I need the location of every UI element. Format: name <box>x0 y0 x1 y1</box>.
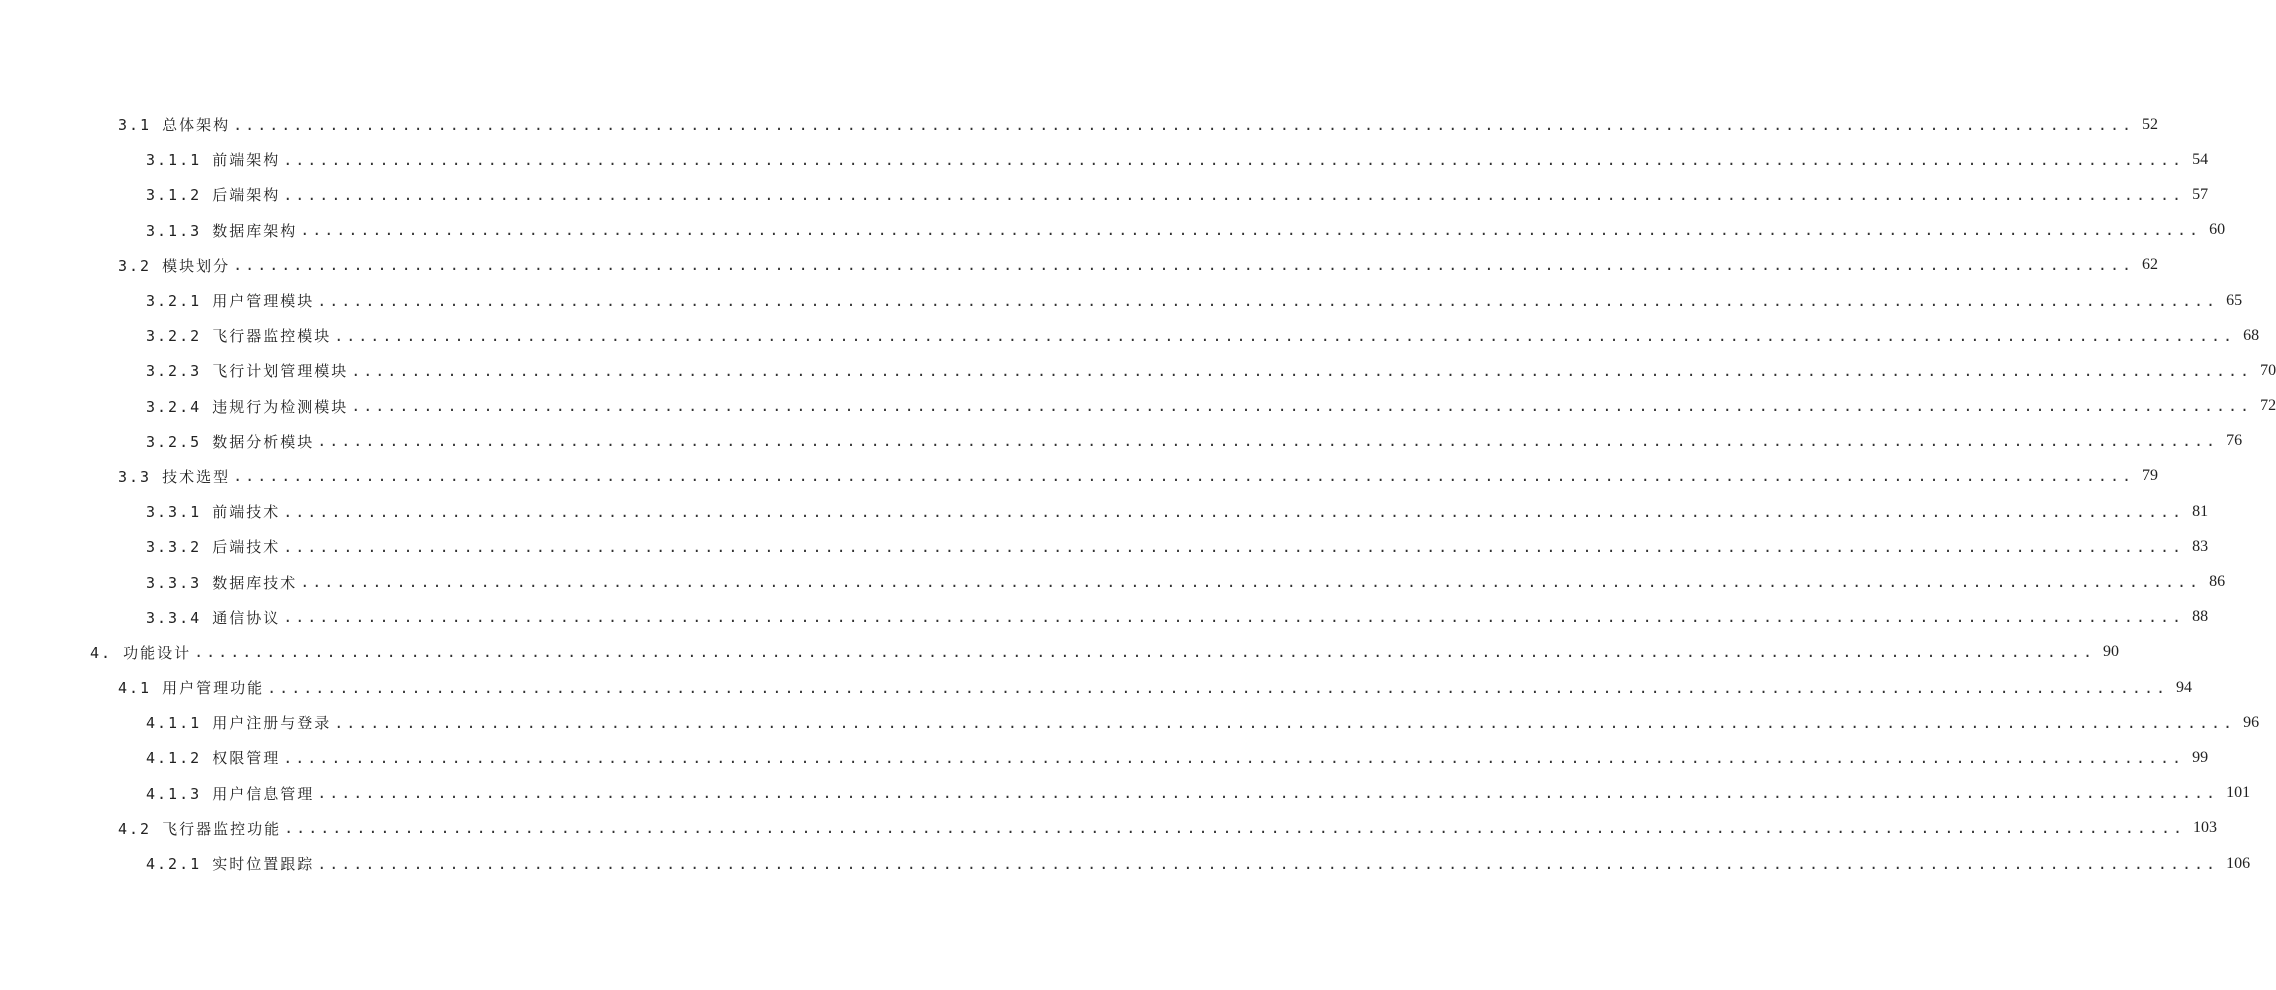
toc-entry-text: 数据库技术 <box>212 573 298 592</box>
toc-entry[interactable] <box>0 353 2276 388</box>
toc-entry-number: 3.1.3 <box>146 221 202 240</box>
toc-entry-text: 前端架构 <box>212 151 281 170</box>
toc-entry[interactable] <box>0 142 2209 177</box>
toc-entry-title <box>146 325 334 346</box>
toc-page-number: 101 <box>2226 784 2251 802</box>
toc-entry-title <box>146 853 317 874</box>
toc-entry-title <box>146 783 317 804</box>
dot-leader <box>300 221 2201 239</box>
dot-leader <box>283 186 2184 204</box>
toc-entry-text: 用户管理模块 <box>212 292 315 311</box>
toc-entry[interactable] <box>0 564 2226 599</box>
toc-entry[interactable] <box>0 740 2209 775</box>
toc-entry-text: 通信协议 <box>212 608 281 627</box>
toc-page-number: 83 <box>2192 537 2209 555</box>
toc-page-number: 65 <box>2226 291 2243 309</box>
toc-entry-title <box>146 184 283 205</box>
toc-entry-title <box>146 290 317 311</box>
toc-entry[interactable] <box>0 776 2251 811</box>
dot-leader <box>283 608 2184 626</box>
toc-entry-number: 4.1.2 <box>146 749 202 768</box>
toc-entry-number: 4.1.1 <box>146 714 202 733</box>
dot-leader <box>284 819 2185 837</box>
toc-entry[interactable] <box>0 494 2209 529</box>
toc-entry-text: 前端技术 <box>212 503 281 522</box>
toc-entry-number: 3.2.2 <box>146 327 202 346</box>
toc-entry-title <box>146 712 334 733</box>
table-of-contents <box>0 107 2276 881</box>
toc-entry-text: 后端技术 <box>212 538 281 557</box>
toc-entry-text: 数据分析模块 <box>212 432 315 451</box>
dot-leader <box>283 538 2184 556</box>
toc-entry-number: 3.2.4 <box>146 397 202 416</box>
toc-entry-title <box>118 466 233 487</box>
toc-entry-title <box>146 149 283 170</box>
toc-entry-title <box>146 501 283 522</box>
toc-entry-title <box>146 360 351 381</box>
toc-entry-text: 数据库架构 <box>212 221 298 240</box>
dot-leader <box>283 749 2184 767</box>
toc-entry-number: 4.1 <box>118 679 152 698</box>
toc-entry-number: 3.3.2 <box>146 538 202 557</box>
toc-entry-text: 飞行计划管理模块 <box>212 362 349 381</box>
toc-entry-text: 飞行器监控功能 <box>162 819 282 838</box>
toc-entry[interactable] <box>0 705 2260 740</box>
toc-page-number: 90 <box>2102 643 2119 661</box>
toc-page-number: 88 <box>2192 608 2209 626</box>
toc-entry-number: 4.1.3 <box>146 784 202 803</box>
toc-entry-title <box>146 396 351 417</box>
dot-leader <box>351 362 2252 380</box>
toc-page-number: 96 <box>2243 713 2260 731</box>
toc-page-number: 57 <box>2192 185 2209 203</box>
toc-entry[interactable] <box>0 248 2159 283</box>
toc-page-number: 54 <box>2192 150 2209 168</box>
toc-entry-number: 3.2.5 <box>146 432 202 451</box>
toc-page-number: 60 <box>2209 221 2226 239</box>
toc-entry-number: 4.2.1 <box>146 855 202 874</box>
toc-page-number: 72 <box>2260 397 2276 415</box>
toc-page-number: 62 <box>2142 256 2159 274</box>
toc-entry-text: 违规行为检测模块 <box>212 397 349 416</box>
toc-entry-text: 后端架构 <box>212 186 281 205</box>
toc-entry-text: 飞行器监控模块 <box>212 327 332 346</box>
toc-entry[interactable] <box>0 635 2119 670</box>
toc-entry[interactable] <box>0 283 2243 318</box>
toc-entry-text: 权限管理 <box>212 749 281 768</box>
toc-entry-number: 3.3.1 <box>146 503 202 522</box>
toc-entry[interactable] <box>0 318 2260 353</box>
dot-leader <box>334 714 2235 732</box>
toc-page-number: 76 <box>2226 432 2243 450</box>
dot-leader <box>233 256 2134 274</box>
toc-entry[interactable] <box>0 107 2159 142</box>
toc-entry-title <box>146 747 283 768</box>
dot-leader <box>317 292 2218 310</box>
toc-entry-title <box>146 572 300 593</box>
toc-entry-number: 3.1.1 <box>146 151 202 170</box>
toc-entry-number: 4. <box>90 643 113 662</box>
toc-entry[interactable] <box>0 424 2243 459</box>
toc-entry[interactable] <box>0 459 2159 494</box>
toc-entry[interactable] <box>0 177 2209 212</box>
toc-entry[interactable] <box>0 670 2193 705</box>
dot-leader <box>283 151 2184 169</box>
toc-entry[interactable] <box>0 811 2218 846</box>
toc-entry-number: 3.1 <box>118 116 152 135</box>
toc-page-number: 52 <box>2142 115 2159 133</box>
dot-leader <box>317 855 2218 873</box>
dot-leader <box>334 327 2235 345</box>
toc-entry-text: 技术选型 <box>162 467 231 486</box>
toc-entry-title <box>146 220 300 241</box>
toc-entry-text: 实时位置跟踪 <box>212 855 315 874</box>
toc-page-number: 106 <box>2226 854 2251 872</box>
toc-entry[interactable] <box>0 529 2209 564</box>
toc-entry-title <box>146 536 283 557</box>
toc-entry[interactable] <box>0 846 2251 881</box>
toc-entry-text: 总体架构 <box>162 116 231 135</box>
toc-entry-title <box>118 255 233 276</box>
toc-page-number: 94 <box>2176 678 2193 696</box>
toc-entry-title <box>118 818 284 839</box>
toc-entry-number: 3.3.3 <box>146 573 202 592</box>
toc-page-number: 103 <box>2193 819 2218 837</box>
toc-entry-text: 用户注册与登录 <box>212 714 332 733</box>
toc-entry-text: 模块划分 <box>162 256 231 275</box>
dot-leader <box>351 397 2252 415</box>
toc-entry-title <box>146 607 283 628</box>
toc-page-number: 68 <box>2243 326 2260 344</box>
dot-leader <box>267 679 2168 697</box>
toc-entry-number: 3.3.4 <box>146 608 202 627</box>
toc-entry-title <box>90 642 194 663</box>
dot-leader <box>317 784 2218 802</box>
toc-page-number: 70 <box>2260 361 2276 379</box>
dot-leader <box>233 116 2134 134</box>
toc-entry-title <box>146 431 317 452</box>
toc-entry-number: 3.3 <box>118 467 152 486</box>
toc-entry-text: 功能设计 <box>123 643 192 662</box>
toc-page-number: 81 <box>2192 502 2209 520</box>
toc-entry-number: 3.2.3 <box>146 362 202 381</box>
toc-entry-title <box>118 677 267 698</box>
toc-entry-title <box>118 114 233 135</box>
toc-entry[interactable] <box>0 600 2209 635</box>
dot-leader <box>283 503 2184 521</box>
toc-entry-number: 4.2 <box>118 819 152 838</box>
dot-leader <box>233 467 2134 485</box>
toc-entry[interactable] <box>0 389 2276 424</box>
dot-leader <box>317 432 2218 450</box>
toc-entry[interactable] <box>0 213 2226 248</box>
dot-leader <box>194 643 2095 661</box>
dot-leader <box>300 573 2201 591</box>
toc-page-number: 99 <box>2192 748 2209 766</box>
toc-entry-number: 3.1.2 <box>146 186 202 205</box>
toc-page-number: 86 <box>2209 573 2226 591</box>
toc-entry-number: 3.2.1 <box>146 292 202 311</box>
toc-entry-number: 3.2 <box>118 256 152 275</box>
toc-entry-text: 用户信息管理 <box>212 784 315 803</box>
toc-entry-text: 用户管理功能 <box>162 679 265 698</box>
toc-page-number: 79 <box>2142 467 2159 485</box>
